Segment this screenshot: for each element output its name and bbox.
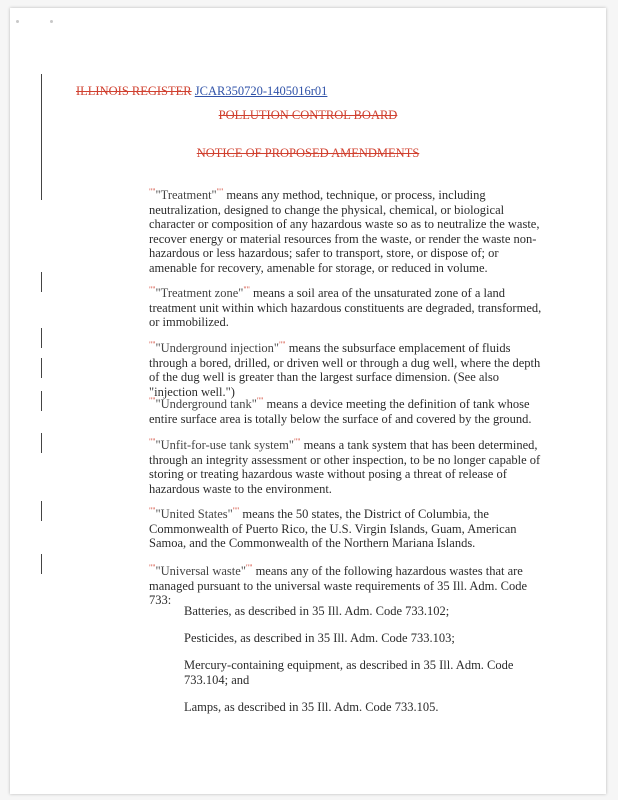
register-header bbox=[76, 84, 327, 99]
definition-term: "Underground injection" bbox=[155, 341, 280, 356]
change-bar bbox=[41, 74, 42, 200]
definition-text: means a soil area of the unsaturated zone of a land treatment unit within which hazardous constituents are degraded, transformed, or immobilized. bbox=[149, 286, 542, 330]
board-title: POLLUTION CONTROL BOARD bbox=[218, 108, 398, 122]
change-bar bbox=[41, 433, 42, 453]
definition-term: "Universal waste" bbox=[155, 564, 246, 579]
definition-term: "Unfit-for-use tank system" bbox=[155, 438, 294, 453]
definition-term: "United States" bbox=[155, 507, 233, 522]
change-bar bbox=[41, 391, 42, 411]
definition-text: means a tank system that has been determined, through an integrity assessment or other inspection, to be no longer capable of storing or treating hazardous waste without posing a threat of release of hazardous waste to the environment. bbox=[149, 438, 541, 496]
definition-text: means a device meeting the definition of tank whose entire surface area is totally below the surface of and covered by the ground. bbox=[149, 397, 532, 426]
list-item: Lamps, as described in 35 Ill. Adm. Code 733.105. bbox=[184, 700, 439, 714]
scan-speck bbox=[16, 20, 19, 23]
definition-text: means any of the following hazardous wastes that are managed pursuant to the universal waste requirements of 35 Ill. Adm. Code 733: bbox=[149, 564, 528, 608]
document-page bbox=[10, 8, 606, 794]
list-item: Pesticides, as described in 35 Ill. Adm. Code 733.103; bbox=[184, 631, 455, 645]
list-item: Batteries, as described in 35 Ill. Adm. Code 733.102; bbox=[184, 604, 450, 618]
definition-paragraph: """Underground injection""" means the subsurface emplacement of fluids through a bored, drilled, or driven well or through a dug well, where the depth of the dug well is greater than the largest surface dimension. (See also "injection well.") bbox=[149, 340, 541, 399]
list-item: Mercury-containing equipment, as described in 35 Ill. Adm. Code 733.104; and bbox=[184, 658, 514, 687]
scan-speck bbox=[50, 20, 53, 23]
definition-paragraph: """Treatment zone""" means a soil area of the unsaturated zone of a land treatment unit within which hazardous constituents are degraded, transformed, or immobilized. bbox=[149, 285, 542, 330]
definition-paragraph: """Universal waste""" means any of the following hazardous wastes that are managed pursuant to the universal waste requirements of 35 Ill. Adm. Code 733: bbox=[149, 563, 528, 608]
change-bar bbox=[41, 358, 42, 378]
definition-term: "Treatment" bbox=[155, 188, 217, 203]
change-bar bbox=[41, 554, 42, 574]
change-bar bbox=[41, 328, 42, 348]
definition-text: means the subsurface emplacement of fluids through a bored, drilled, or driven well or through a dug well, where the depth of the dug well is greater than the largest surface dimension. (See also "injection well.") bbox=[149, 341, 541, 399]
definition-term: "Treatment zone" bbox=[155, 286, 244, 301]
notice-title: NOTICE OF PROPOSED AMENDMENTS bbox=[196, 146, 420, 160]
definition-paragraph: """Unfit-for-use tank system""" means a tank system that has been determined, through an integrity assessment or other inspection, to be no longer capable of storing or treating hazardous waste without posing a threat of release of hazardous waste to the environment. bbox=[149, 437, 541, 496]
change-bar bbox=[41, 501, 42, 521]
deleted-register-label: ILLINOIS REGISTER bbox=[76, 84, 192, 98]
definition-paragraph: """Underground tank""" means a device meeting the definition of tank whose entire surface area is totally below the surface of and covered by the ground. bbox=[149, 396, 532, 426]
register-id: JCAR350720-1405016r01 bbox=[194, 84, 328, 98]
definition-term: "Underground tank" bbox=[155, 397, 257, 412]
definition-paragraph: """United States""" means the 50 states, the District of Columbia, the Commonwealth of Puerto Rico, the U.S. Virgin Islands, Guam, American Samoa, and the Commonwealth of the Northern Mariana Islands. bbox=[149, 506, 517, 551]
definition-text: means any method, technique, or process, including neutralization, designed to change the physical, chemical, or biological character or composition of any hazardous waste so as to neutralize the waste, recover energy or material resources from the waste, or render the waste non-hazardous or less hazardous; safer to transport, store, or dispose of; or amenable for recovery, amenable for storage, or reduced in volume. bbox=[149, 188, 540, 275]
definition-paragraph: """Treatment""" means any method, technique, or process, including neutralization, designed to change the physical, chemical, or biological character or composition of any hazardous waste so as to neutralize the waste, recover energy or material resources from the waste, or render the waste non-hazardous or less hazardous; safer to transport, store, or dispose of; or amenable for recovery, amenable for storage, or reduced in volume. bbox=[149, 187, 540, 275]
definition-text: means the 50 states, the District of Columbia, the Commonwealth of Puerto Rico, the U.S. Virgin Islands, Guam, American Samoa, and the Commonwealth of the Northern Mariana Islands. bbox=[149, 507, 517, 551]
change-bar bbox=[41, 272, 42, 292]
